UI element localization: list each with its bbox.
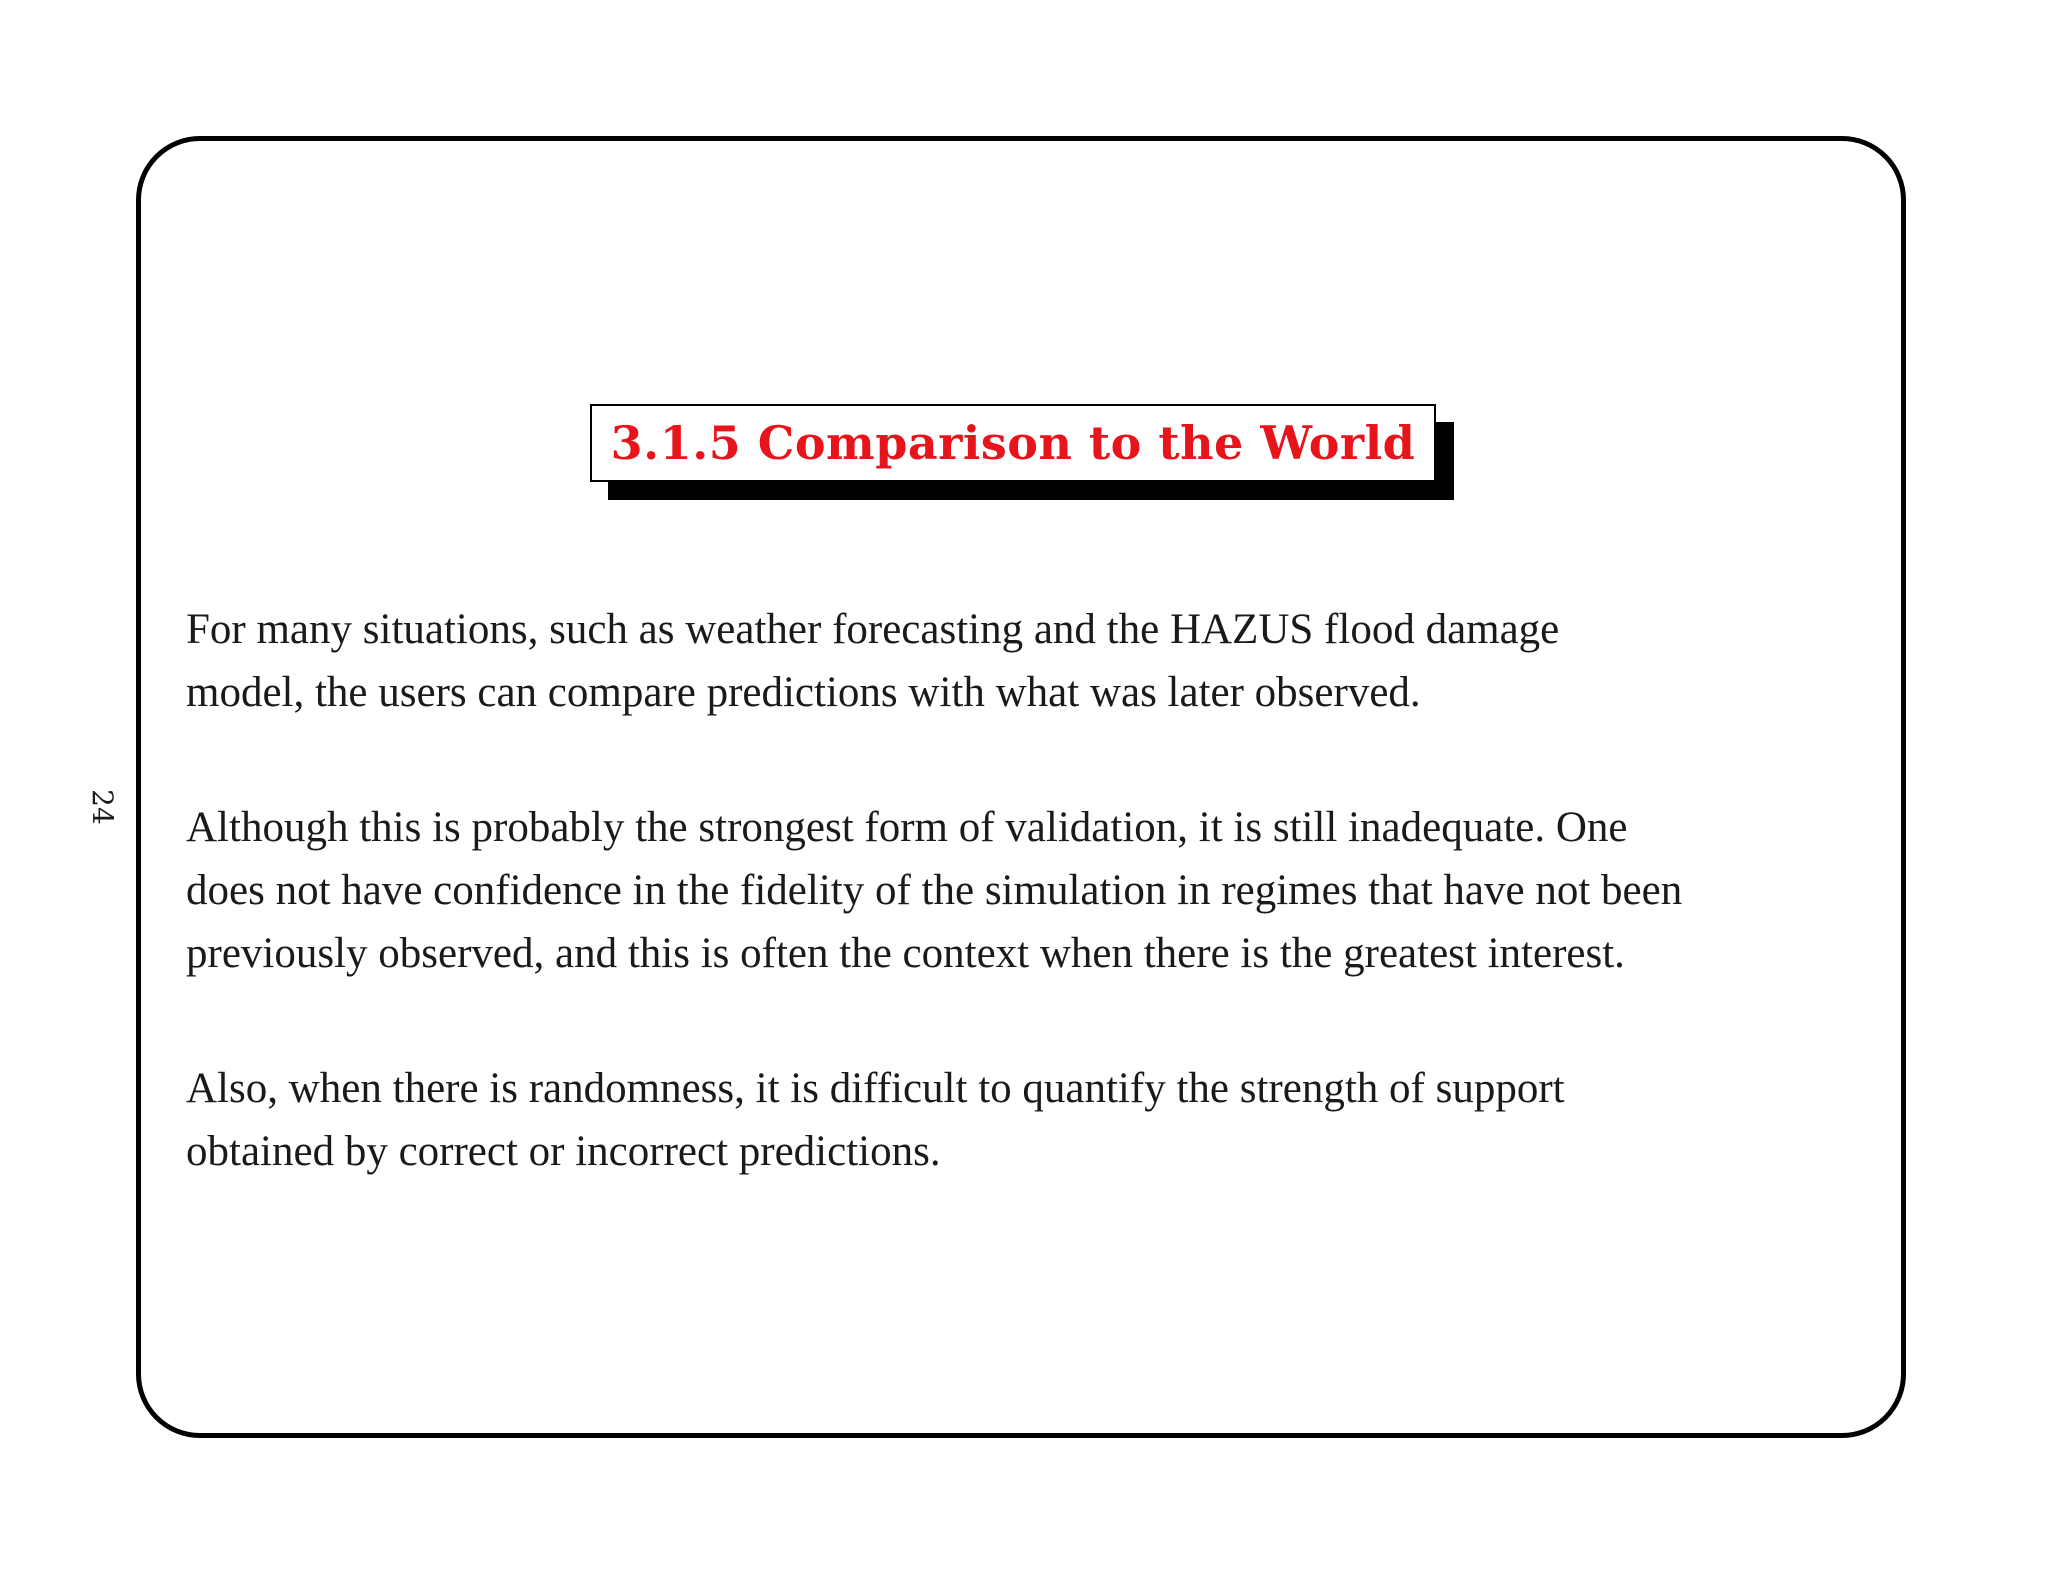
slide-body bbox=[186, 598, 1886, 1255]
title-box bbox=[590, 404, 1436, 482]
paragraph-2: Although this is probably the strongest form of validation, it is still inadequate. One does not have confidence in the fidelity of the simulation in regimes that have not been previously observed, and this is often the context when there is the greatest interest. bbox=[186, 804, 1683, 977]
page-number: 24 bbox=[86, 789, 119, 825]
paragraph-1: For many situations, such as weather forecasting and the HAZUS flood damage model, the users can compare predictions with what was later observed. bbox=[186, 606, 1560, 716]
slide-title: 3.1.5 Comparison to the World bbox=[610, 416, 1416, 470]
title-frame bbox=[590, 404, 1436, 482]
paragraph-3: Also, when there is randomness, it is difficult to quantify the strength of support obtained by correct or incorrect predictions. bbox=[186, 1065, 1565, 1175]
